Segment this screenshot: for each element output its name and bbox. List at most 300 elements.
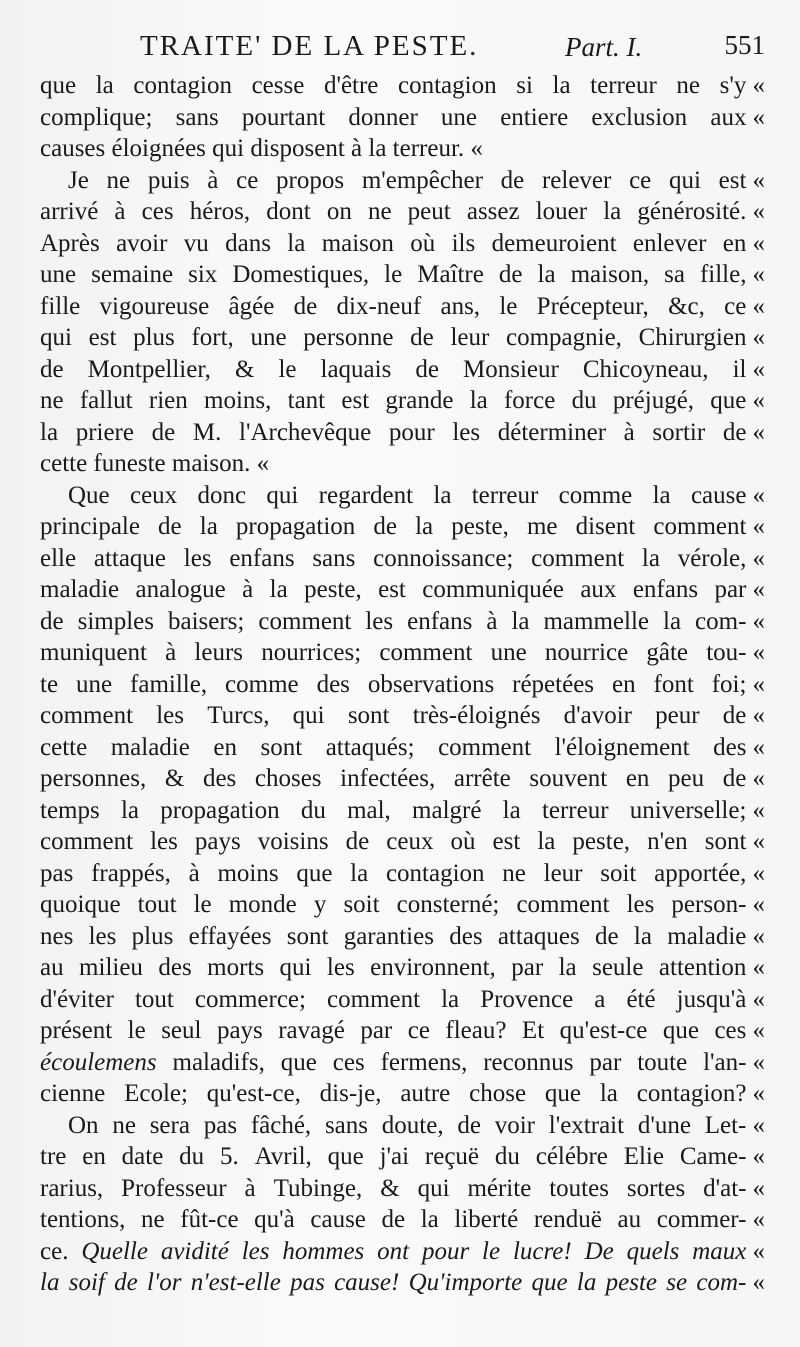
word: font [653,670,694,698]
word: de [40,607,64,635]
word: l'extrait [548,1111,625,1139]
text-line [40,322,765,354]
word: priere [75,418,134,446]
word: peste, [572,828,631,855]
word: une [40,261,77,288]
quote-mark: « [752,891,765,918]
word: arrête [453,765,511,792]
word: voir [494,1111,535,1139]
word: préjugé, [612,387,695,414]
running-title: TRAITE' DE LA PESTE. [140,30,479,62]
word: la [40,1269,60,1296]
word: tant [287,387,326,414]
word: pas [203,1111,238,1139]
word: les [183,544,212,572]
word: tou- [706,639,747,666]
word: maladie [110,733,190,761]
line-text [40,889,747,921]
word: la [120,796,139,824]
word: regardent [318,481,414,509]
word: Et [521,1017,545,1044]
word: de [151,418,176,446]
word: ne [502,859,526,887]
word: semaine [91,261,174,288]
word: cause [310,1206,366,1233]
word: simples [77,607,154,635]
word: fâché, [250,1111,312,1139]
word: de [40,355,64,383]
word: est [341,387,370,414]
word: vérole, [677,544,747,572]
word: tout [134,985,174,1013]
word: Je [68,166,89,194]
word: du [571,387,597,414]
word: comment [531,544,625,572]
word: famille, [130,670,208,698]
line-text [40,322,747,354]
word: de [410,324,434,351]
word: sans [175,103,219,131]
word: la [663,607,682,635]
text-line [40,732,765,764]
word: de [457,1111,481,1139]
text-line [40,1236,765,1268]
line-text [40,700,747,732]
word: soif [68,1269,105,1296]
word: enfans [632,576,699,603]
word: ne [367,198,392,225]
word: la [633,922,652,950]
word: les [626,891,655,918]
word: relever [541,166,612,194]
word: Professeur [121,1174,227,1202]
word: sont [260,733,303,761]
word: sa [664,261,685,288]
word: l'or [146,1269,182,1296]
text-line [40,606,765,638]
word: qu'à [254,1206,295,1233]
line-text [40,228,747,260]
word: les [326,954,355,981]
word: ces [332,1048,365,1076]
word: personnes, [40,765,147,792]
word: laquais [320,355,392,383]
word: fort, [191,324,234,351]
word: ce. [40,1237,69,1265]
word: comment [327,985,421,1013]
word: On [68,1111,99,1139]
word: voisins [257,828,329,855]
word: Chirurgien [638,324,747,351]
page-number: 551 [724,30,765,60]
word: de [722,702,747,729]
word: enlever [632,229,707,257]
quote-mark: « [752,702,765,729]
quote-mark: « [752,355,765,383]
word: été [626,985,656,1013]
text-line [40,259,765,291]
word: la [287,229,306,257]
word: assez [466,198,520,225]
word: la [415,513,434,540]
word: autre [400,1080,451,1107]
word: louer [535,198,588,225]
word: effayées [188,922,272,950]
word: ne [141,1206,165,1233]
word: peste [605,1269,657,1296]
word: mal, [347,796,391,824]
text-line [40,795,765,827]
part-label: Part. I. [565,32,643,62]
word: qui [669,166,701,194]
word: contagion? [636,1080,747,1107]
text-line [40,669,765,701]
word: fermens, [380,1048,468,1076]
word: pourtant [241,103,326,131]
word: n'en [647,828,688,855]
word: où [450,828,476,855]
word: fille, [699,261,747,288]
line-text [40,291,747,323]
word: ne [40,387,64,414]
word: date [121,1143,164,1170]
word: Tubinge, [273,1174,363,1202]
word: morts [207,954,265,981]
word: l'an- [703,1048,747,1076]
word: ces [141,198,174,225]
quote-mark: « [752,828,765,855]
line-text [68,480,747,512]
word: le [499,292,518,320]
line-text [40,574,747,606]
word: fût-ce [180,1206,239,1233]
text-line [40,858,765,890]
word: que [662,1017,699,1044]
word: toute [637,1048,688,1076]
word: com- [695,607,747,635]
word: cesse [251,72,305,99]
word: la [552,72,571,99]
word: m'empêcher [361,166,483,194]
word: en [722,229,747,257]
word: si [516,72,533,99]
word: à [165,639,177,666]
word: gâte [646,639,689,666]
word: choses [254,765,322,792]
word: hommes [282,1237,365,1265]
text-line [40,826,765,858]
word: maladie [40,576,120,603]
word: Turcs, [207,702,270,729]
line-text [40,1047,747,1079]
word: &c, [668,292,705,320]
word: de [114,1269,138,1296]
word: ceux [129,481,178,509]
paragraph [40,165,765,480]
word: de [158,513,182,540]
text-line [40,1141,765,1173]
text-line [40,700,765,732]
word: De [584,1237,614,1265]
word: le [278,355,297,383]
line-text [40,732,747,764]
word: s'y [719,72,747,99]
quote-mark: « [752,922,765,950]
word: par [714,576,747,603]
word: maux [692,1237,747,1265]
word: de [722,765,747,792]
word: à [188,859,200,887]
word: donc [197,481,247,509]
quote-mark: « [752,985,765,1013]
word: comment [379,639,473,666]
word: l'Archevêque [239,418,372,446]
word: où [410,229,436,257]
text-line [40,1204,765,1236]
word: ce [724,292,747,320]
word: Montpellier, [87,355,211,383]
word: propos [276,166,345,194]
word: tre [40,1143,67,1170]
text-line [40,165,765,197]
word: commer- [656,1206,747,1233]
word: sortes [626,1174,686,1202]
word: te [40,670,59,698]
word: rien [148,387,188,414]
word: qui [266,481,299,509]
word: de [293,292,318,320]
word: les [241,1237,270,1265]
word: ce [629,166,652,194]
word: en [82,1143,106,1170]
word: j'ai [379,1143,410,1170]
word: du [300,796,326,824]
quote-mark: « [752,765,765,792]
word: terreur [471,481,539,509]
word: des [316,670,350,698]
quote-mark: « [752,1269,765,1296]
word: comment [258,607,352,635]
word: maladie [667,922,747,950]
text-line [40,1047,765,1079]
word: monde [228,891,297,918]
word: arrivé [40,198,99,225]
word: une [490,639,527,666]
word: Précepteur, [536,292,649,320]
quote-mark: « [752,72,765,99]
word: comme [225,670,299,698]
word: Après [40,229,100,257]
word: force [503,387,556,414]
word: mérite [467,1174,532,1202]
word: attaque [93,544,167,572]
word: pays [194,828,241,855]
word: générosité. [637,198,747,225]
word: doute, [381,1111,444,1139]
word: com- [696,1269,747,1296]
line-text [40,1236,747,1268]
word: quoique [40,891,121,918]
word: au [617,1206,642,1233]
word: qu'est-ce, [206,1080,301,1107]
word: cause [690,481,747,509]
word: moins, [204,387,272,414]
word: tout [137,891,177,918]
quote-mark: « [752,166,765,194]
word: une [250,324,287,351]
word: que [544,1080,581,1107]
word: sont [704,828,747,855]
word: ce [407,1017,430,1044]
word: la [599,1080,618,1107]
word: des [713,733,747,761]
word: présent [40,1017,113,1044]
word: connoissance; [373,544,514,572]
word: Quelle [81,1237,148,1265]
word: Avril, [254,1143,312,1170]
word: compagnie, [506,324,622,351]
text-line [40,637,765,669]
quote-mark: « [752,733,765,761]
word: ils [451,229,476,257]
line-text [40,921,747,953]
quote-mark: « [752,198,765,225]
word: qu'est-ce [559,1017,648,1044]
text-line [40,511,765,543]
word: la [269,576,288,603]
word: tentions, [40,1206,126,1233]
text-line [40,763,765,795]
word: que [296,859,333,887]
word: & [164,765,185,792]
text-line [40,102,765,134]
line-text [40,1078,747,1110]
word: Domestiques, [232,261,370,288]
word: souvent [529,765,608,792]
text-line [40,70,765,102]
word: le [482,1237,501,1265]
word: de [498,261,523,288]
quote-mark: « [752,261,765,288]
word: six [188,261,218,288]
word: malgré [412,796,482,824]
word: le [127,1017,146,1044]
word: héros, [189,198,251,225]
quote-mark: « [752,1143,765,1170]
word: pas [40,859,74,887]
word: des [158,954,192,981]
word: apportée, [654,859,747,887]
line-text [40,102,747,134]
word: ont [377,1237,410,1265]
word: la [441,985,460,1013]
word: à [244,1174,256,1202]
word: sont [347,702,390,729]
word: maladifs, [172,1048,265,1076]
word: fallut [79,387,133,414]
word: Chicoyneau, [582,355,709,383]
word: que [280,1048,317,1076]
word: analogue [135,576,226,603]
word: célébre [535,1143,608,1170]
word: d'une [637,1111,691,1139]
word: par [589,1048,622,1076]
word: nes [40,922,74,950]
line-text [40,669,747,701]
quote-mark: « [752,292,765,320]
word: commerce; [194,985,306,1013]
word: qui [292,702,325,729]
text-line [40,1110,765,1142]
line-text [40,354,747,386]
word: nourrices; [261,639,362,666]
quote-mark: « [752,387,765,414]
word: qui [40,324,72,351]
word: écoulemens [40,1048,157,1076]
quote-mark: « [752,1048,765,1076]
word: de [373,513,398,540]
word: personne [303,324,394,351]
line-text [40,858,747,890]
word: entiere [500,103,569,131]
word: des [202,765,237,792]
word: le [193,891,212,918]
word: que [710,387,747,414]
word: plus [133,324,175,351]
paragraph [40,1110,765,1299]
word: en [213,733,237,761]
quote-mark: « [752,639,765,666]
text-line [40,291,765,323]
word: est [492,828,521,855]
word: exclusion [591,103,688,131]
word: âgée [228,292,275,320]
line-text: cette funeste maison. « [40,450,270,477]
word: enfans [229,544,295,572]
word: maison [321,229,394,257]
text-line [40,1078,765,1110]
word: les [150,828,178,855]
word: 5. [220,1143,239,1170]
word: infectées, [340,765,436,792]
word: que [40,72,77,99]
word: vigoureuse [99,292,210,320]
word: reconnus [483,1048,574,1076]
word: la [603,198,622,225]
line-text [40,543,747,575]
word: la [652,481,671,509]
quote-mark: « [752,670,765,698]
word: ceux [386,828,434,855]
word: aux [710,103,747,131]
word: la [576,1269,597,1296]
quote-mark: « [752,859,765,887]
word: la [433,481,452,509]
word: la [40,418,59,446]
word: leurs [194,639,244,666]
word: l'éloignement [554,733,690,761]
word: maison, [570,261,650,288]
word: cette [40,733,88,761]
word: consterné; [396,891,500,918]
line-text: causes éloignées qui disposent à la terreur. « [40,135,483,162]
word: du [494,1143,520,1170]
word: liberté [454,1206,519,1233]
word: ans, [440,292,481,320]
word: cause! [334,1269,400,1296]
quote-mark: « [752,324,765,351]
word: les [452,418,481,446]
